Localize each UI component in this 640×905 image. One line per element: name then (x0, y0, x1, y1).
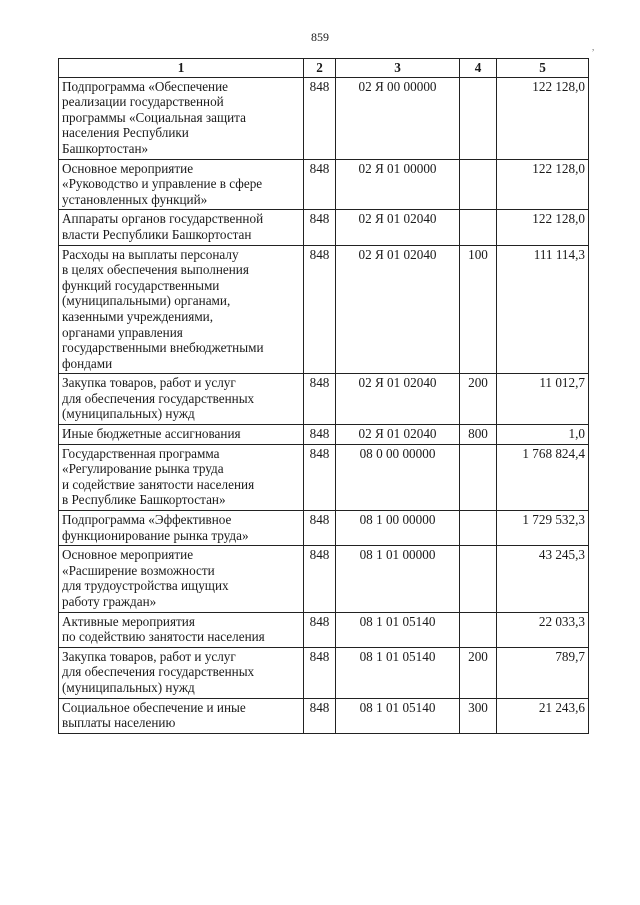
row-name: Аппараты органов государственной власти Республики Башкортостан (59, 210, 304, 245)
table-row (59, 698, 589, 733)
row-admin-code: 848 (304, 511, 336, 546)
header-col-5: 5 (497, 59, 589, 78)
row-amount: 1,0 (497, 425, 589, 445)
header-col-1: 1 (59, 59, 304, 78)
row-expense-type (460, 546, 497, 612)
row-name: Социальное обеспечение и иные выплаты населению (59, 698, 304, 733)
table-row (59, 511, 589, 546)
row-expense-type: 200 (460, 374, 497, 425)
row-expense-type (460, 444, 497, 510)
row-expense-type (460, 511, 497, 546)
row-name: Иные бюджетные ассигнования (59, 425, 304, 445)
row-expense-type: 100 (460, 245, 497, 374)
row-admin-code: 848 (304, 444, 336, 510)
row-name: Подпрограмма «Эффективное функционирование рынка труда» (59, 511, 304, 546)
header-col-4: 4 (460, 59, 497, 78)
row-target-code: 02 Я 01 00000 (336, 159, 460, 210)
row-expense-type: 200 (460, 647, 497, 698)
row-admin-code: 848 (304, 546, 336, 612)
row-name: Расходы на выплаты персоналу в целях обеспечения выполнения функций государственными (муниципальными) органами, казенными учреждениями, органами управления государственными внебюджетными фондами (59, 245, 304, 374)
row-admin-code: 848 (304, 647, 336, 698)
row-target-code: 08 1 00 00000 (336, 511, 460, 546)
row-target-code: 02 Я 00 00000 (336, 77, 460, 159)
row-admin-code: 848 (304, 698, 336, 733)
row-name: Активные мероприятия по содействию занятости населения (59, 612, 304, 647)
row-expense-type (460, 159, 497, 210)
row-target-code: 02 Я 01 02040 (336, 245, 460, 374)
row-amount: 789,7 (497, 647, 589, 698)
row-target-code: 08 1 01 05140 (336, 612, 460, 647)
row-amount: 1 768 824,4 (497, 444, 589, 510)
page-number: 859 (311, 30, 329, 44)
row-admin-code: 848 (304, 425, 336, 445)
row-target-code: 02 Я 01 02040 (336, 425, 460, 445)
row-amount: 122 128,0 (497, 210, 589, 245)
row-amount: 11 012,7 (497, 374, 589, 425)
row-target-code: 02 Я 01 02040 (336, 374, 460, 425)
table-row (59, 647, 589, 698)
row-amount: 43 245,3 (497, 546, 589, 612)
row-expense-type (460, 612, 497, 647)
row-target-code: 08 0 00 00000 (336, 444, 460, 510)
row-admin-code: 848 (304, 612, 336, 647)
table-row (59, 612, 589, 647)
row-target-code: 08 1 01 05140 (336, 647, 460, 698)
table-row (59, 444, 589, 510)
row-admin-code: 848 (304, 77, 336, 159)
row-amount: 1 729 532,3 (497, 511, 589, 546)
table-row (59, 425, 589, 445)
row-name: Основное мероприятие «Руководство и управление в сфере установленных функций» (59, 159, 304, 210)
row-admin-code: 848 (304, 159, 336, 210)
table-row (59, 245, 589, 374)
row-name: Подпрограмма «Обеспечение реализации государственной программы «Социальная защита населения Республики Башкортостан» (59, 77, 304, 159)
row-amount: 22 033,3 (497, 612, 589, 647)
row-name: Государственная программа «Регулирование рынка труда и содействие занятости населения в Республике Башкортостан» (59, 444, 304, 510)
row-expense-type (460, 210, 497, 245)
row-target-code: 08 1 01 05140 (336, 698, 460, 733)
header-col-3: 3 (336, 59, 460, 78)
table-row (59, 546, 589, 612)
table-row (59, 159, 589, 210)
row-amount: 111 114,3 (497, 245, 589, 374)
header-row (59, 59, 589, 78)
row-admin-code: 848 (304, 245, 336, 374)
row-expense-type: 800 (460, 425, 497, 445)
row-admin-code: 848 (304, 374, 336, 425)
row-name: Закупка товаров, работ и услуг для обеспечения государственных (муниципальных) нужд (59, 374, 304, 425)
budget-table (58, 58, 589, 734)
row-target-code: 02 Я 01 02040 (336, 210, 460, 245)
header-col-2: 2 (304, 59, 336, 78)
margin-mark: , (592, 42, 595, 52)
row-target-code: 08 1 01 00000 (336, 546, 460, 612)
row-expense-type: 300 (460, 698, 497, 733)
table-row (59, 210, 589, 245)
table-row (59, 374, 589, 425)
row-name: Основное мероприятие «Расширение возможности для трудоустройства ищущих работу граждан» (59, 546, 304, 612)
row-name: Закупка товаров, работ и услуг для обеспечения государственных (муниципальных) нужд (59, 647, 304, 698)
row-admin-code: 848 (304, 210, 336, 245)
row-amount: 21 243,6 (497, 698, 589, 733)
row-amount: 122 128,0 (497, 159, 589, 210)
row-expense-type (460, 77, 497, 159)
row-amount: 122 128,0 (497, 77, 589, 159)
table-row (59, 77, 589, 159)
